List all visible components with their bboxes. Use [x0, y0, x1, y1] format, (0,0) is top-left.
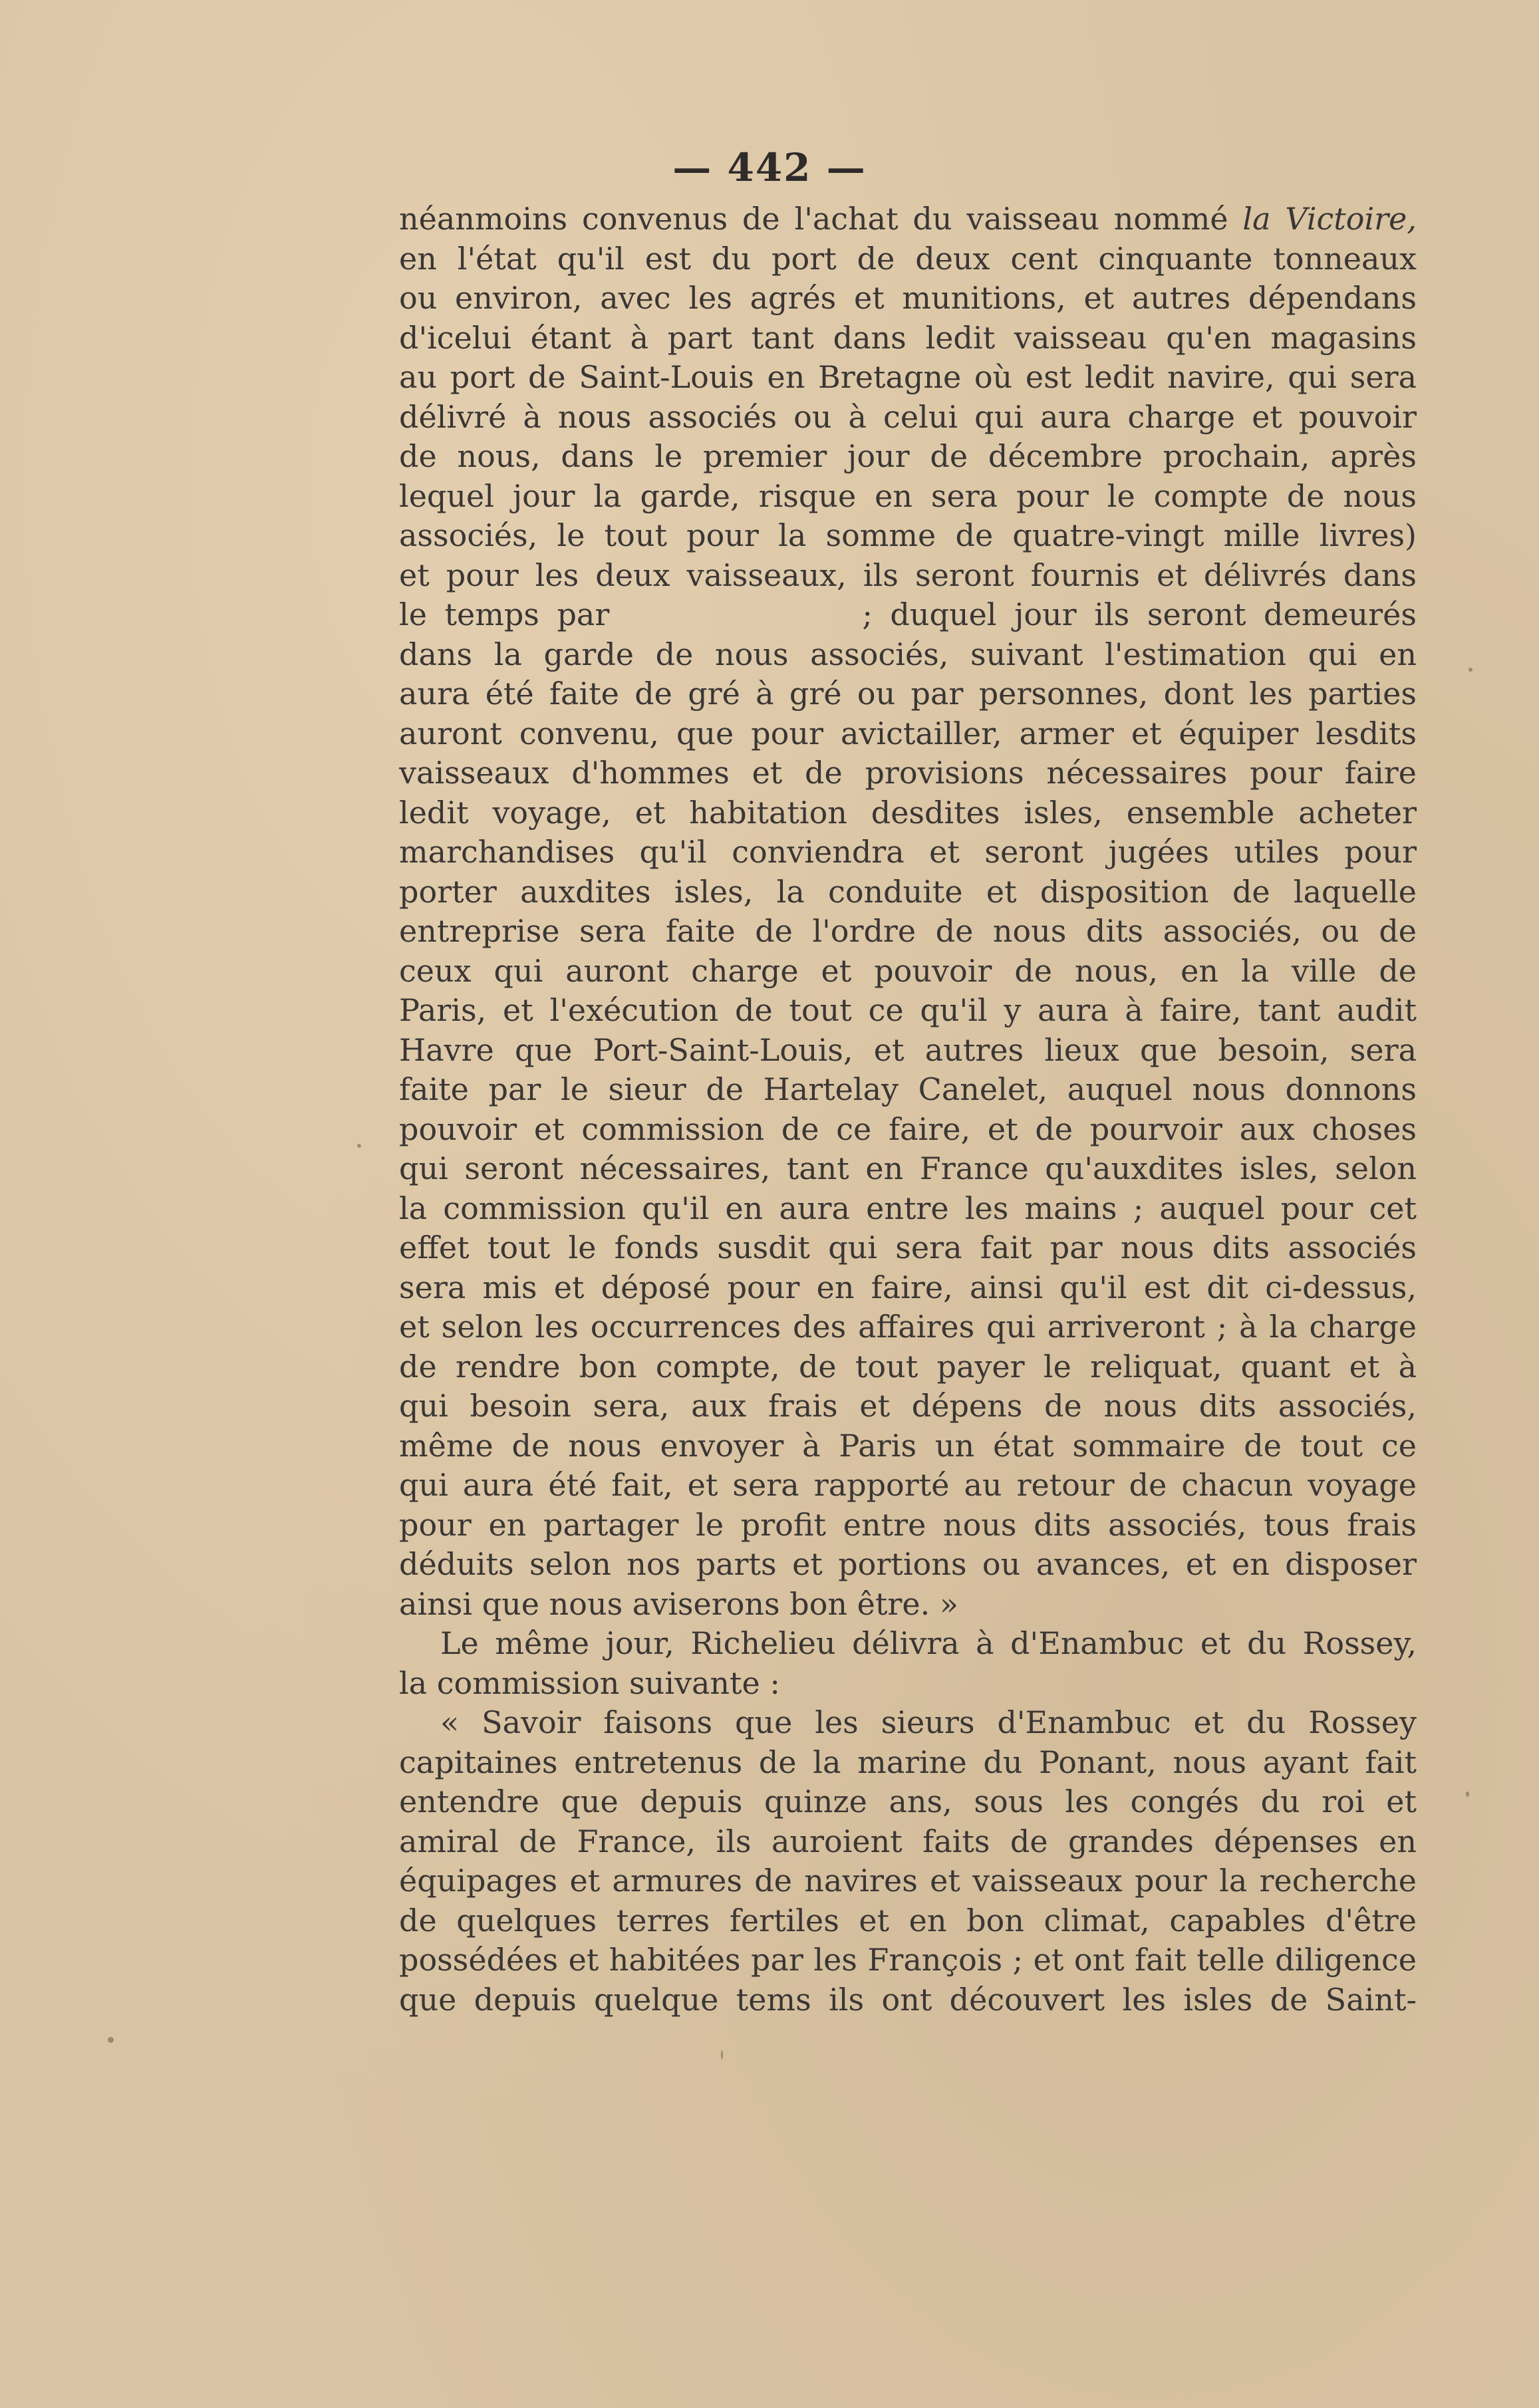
text-line-content: associés, le tout pour la somme de quatre-vingt mille livres) — [399, 517, 1417, 553]
text-line — [399, 1624, 1417, 1664]
paper-speck — [357, 1144, 361, 1148]
text-line — [399, 1387, 1417, 1426]
text-line-content: et pour les deux vaisseaux, ils seront fournis et délivrés dans — [399, 557, 1417, 593]
text-line — [399, 437, 1417, 477]
text-line — [399, 714, 1417, 754]
text-line — [399, 635, 1417, 675]
text-line — [399, 991, 1417, 1031]
text-line-content: équipages et armures de navires et vaisseaux pour la recherche — [399, 1863, 1417, 1899]
text-line-content: qui besoin sera, aux frais et dépens de nous dits associés, — [399, 1388, 1417, 1424]
text-line-content: capitaines entretenus de la marine du Ponant, nous ayant fait — [399, 1744, 1417, 1780]
text-line-content: même de nous envoyer à Paris un état sommaire de tout ce — [399, 1427, 1417, 1464]
text-line — [399, 1149, 1417, 1189]
text-line — [399, 239, 1417, 279]
text-line — [399, 674, 1417, 714]
body-text — [399, 200, 1417, 2020]
text-line-content: entendre que depuis quinze ans, sous les congés du roi et — [399, 1784, 1417, 1819]
text-line — [399, 516, 1417, 556]
text-line — [399, 1861, 1417, 1901]
text-line-content: néanmoins convenus de l'achat du vaisseau nommé — [399, 201, 1243, 237]
page-number: — 442 — — [672, 145, 867, 190]
text-line — [399, 1782, 1417, 1822]
text-line — [399, 1545, 1417, 1585]
text-line-content: sera mis et déposé pour en faire, ainsi qu'il est dit ci-dessus, — [399, 1269, 1417, 1305]
paper-speck — [1466, 1792, 1469, 1797]
text-line — [399, 477, 1417, 517]
text-line-end: ; duquel jour ils seront demeurés — [862, 597, 1417, 632]
text-line-content: la commission qu'il en aura entre les mains ; auquel pour cet — [399, 1190, 1417, 1226]
text-line — [399, 1307, 1417, 1347]
text-line — [399, 833, 1417, 872]
text-line — [399, 753, 1417, 793]
text-line-content: ou environ, avec les agrés et munitions, et autres dépendans — [399, 280, 1417, 316]
text-line-content: ledit voyage, et habitation desdites isles, ensemble acheter — [399, 794, 1417, 831]
text-line — [399, 556, 1417, 596]
text-line-content: Le même jour, Richelieu délivra à d'Enambuc et du Rossey, — [440, 1625, 1417, 1661]
text-line-content: amiral de France, ils auroient faits de grandes dépenses en — [399, 1823, 1417, 1859]
text-line — [399, 595, 1417, 635]
text-line-content: délivré à nous associés ou à celui qui aura charge et pouvoir — [399, 398, 1417, 435]
text-line — [399, 1506, 1417, 1545]
text-line — [399, 1070, 1417, 1110]
paper-speck — [108, 2037, 114, 2043]
paper-speck — [721, 2050, 723, 2060]
text-line-content: vaisseaux d'hommes et de provisions nécessaires pour faire — [399, 755, 1417, 791]
ship-name: la Victoire, — [1242, 201, 1417, 237]
text-line — [399, 1189, 1417, 1229]
text-line — [399, 1980, 1417, 2020]
text-line-content: au port de Saint-Louis en Bretagne où est ledit navire, qui sera — [399, 359, 1417, 395]
text-line-content: effet tout le fonds susdit qui sera fait par nous dits associés — [399, 1230, 1417, 1266]
text-line — [399, 872, 1417, 912]
text-line-content: porter auxdites isles, la conduite et disposition de laquelle — [399, 873, 1417, 910]
text-line — [399, 358, 1417, 398]
text-line-content: dans la garde de nous associés, suivant l'estimation qui en — [399, 636, 1417, 672]
text-line-content: d'icelui étant à part tant dans ledit vaisseau qu'en magasins — [399, 319, 1417, 356]
text-line — [399, 279, 1417, 319]
text-line — [399, 1466, 1417, 1506]
text-line — [399, 1110, 1417, 1150]
text-line-content: faite par le sieur de Hartelay Canelet, auquel nous donnons — [399, 1071, 1417, 1107]
text-line — [399, 793, 1417, 833]
text-line — [399, 1228, 1417, 1268]
text-line — [399, 1901, 1417, 1941]
text-line-content: lequel jour la garde, risque en sera pour le compte de nous — [399, 477, 1417, 514]
text-line-content: auront convenu, que pour avictailler, armer et équiper lesdits — [399, 715, 1417, 751]
text-line — [399, 1940, 1417, 1980]
text-line — [399, 1743, 1417, 1783]
text-line — [399, 1822, 1417, 1862]
text-line — [399, 1585, 1417, 1625]
text-line-start: le temps par — [399, 597, 610, 632]
text-line — [399, 319, 1417, 358]
text-line — [399, 912, 1417, 952]
text-line-content: pouvoir et commission de ce faire, et de pourvoir aux choses — [399, 1111, 1417, 1147]
text-line-content: qui aura été fait, et sera rapporté au retour de chacun voyage — [399, 1467, 1417, 1503]
paper-speck — [1469, 668, 1472, 672]
text-line-content: de quelques terres fertiles et en bon climat, capables d'être — [399, 1902, 1417, 1939]
text-line-content: qui seront nécessaires, tant en France qu'auxdites isles, selon — [399, 1150, 1417, 1186]
text-line-content: « Savoir faisons que les sieurs d'Enambuc et du Rossey — [440, 1704, 1417, 1740]
text-line-content: ainsi que nous aviserons bon être. » — [399, 1585, 958, 1622]
text-line-content: Paris, et l'exécution de tout ce qu'il y aura à faire, tant audit — [399, 992, 1417, 1028]
text-line-content: entreprise sera faite de l'ordre de nous dits associés, ou de — [399, 913, 1417, 949]
text-line-content: en l'état qu'il est du port de deux cent cinquante tonneaux — [399, 240, 1417, 277]
text-line — [399, 952, 1417, 992]
text-line-content: ceux qui auront charge et pouvoir de nous, en la ville de — [399, 952, 1417, 989]
text-line — [399, 1664, 1417, 1704]
text-line — [399, 1426, 1417, 1466]
text-line — [399, 1703, 1417, 1743]
text-line — [399, 398, 1417, 438]
text-line — [399, 1031, 1417, 1071]
text-line — [399, 1268, 1417, 1308]
text-line — [399, 1347, 1417, 1387]
text-line — [399, 200, 1417, 239]
text-line-content: et selon les occurrences des affaires qui arriveront ; à la charge — [399, 1309, 1417, 1345]
text-line-content: déduits selon nos parts et portions ou avances, et en disposer — [399, 1546, 1417, 1582]
text-line-content: possédées et habitées par les François ; et ont fait telle diligence — [399, 1942, 1417, 1978]
text-line-content: pour en partager le profit entre nous dits associés, tous frais — [399, 1506, 1417, 1543]
text-line-content: la commission suivante : — [399, 1665, 780, 1701]
text-line-content: aura été faite de gré à gré ou par personnes, dont les parties — [399, 676, 1417, 712]
text-line-content: que depuis quelque tems ils ont découvert les isles de Saint- — [399, 1981, 1417, 2018]
text-line-content: de nous, dans le premier jour de décembre prochain, après — [399, 438, 1417, 474]
text-line-content: de rendre bon compte, de tout payer le reliquat, quant et à — [399, 1348, 1417, 1385]
text-line-content: Havre que Port-Saint-Louis, et autres lieux que besoin, sera — [399, 1031, 1417, 1068]
text-line-content: marchandises qu'il conviendra et seront jugées utiles pour — [399, 834, 1417, 870]
